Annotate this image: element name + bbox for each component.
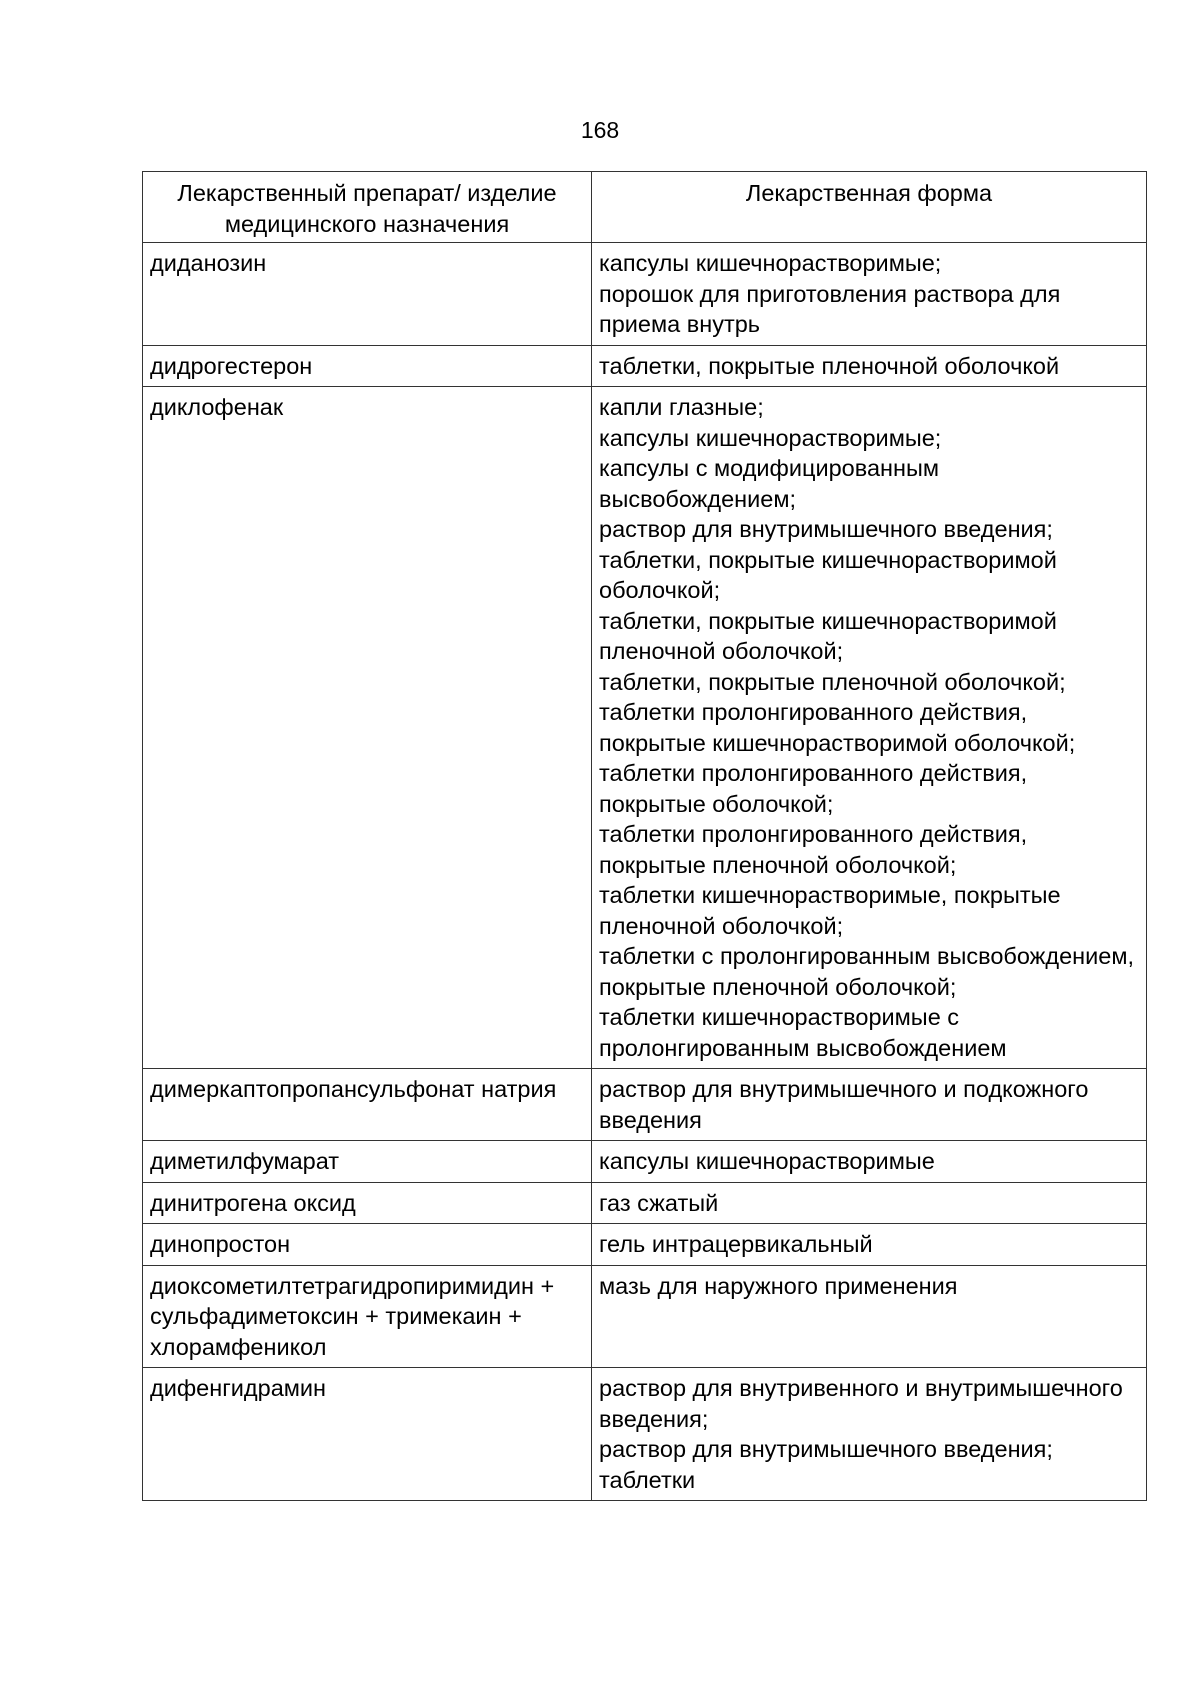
dosage-form-line: раствор для внутримышечного и подкожного введения <box>599 1076 1089 1133</box>
table-row <box>143 1069 1147 1141</box>
dosage-form-line: порошок для приготовления раствора для приема внутрь <box>599 280 1061 337</box>
dosage-form-line: капсулы с модифицированным высвобождением; <box>599 455 940 512</box>
page-number: 168 <box>580 117 620 143</box>
dosage-form-line: таблетки кишечнорастворимые, покрытые пленочной оболочкой; <box>599 882 1061 939</box>
table-row <box>143 1224 1147 1266</box>
dosage-form-line: таблетки, покрытые кишечнорастворимой пленочной оболочкой; <box>599 607 1057 664</box>
table-body <box>143 243 1147 1501</box>
drug-name-cell: диданозин <box>143 243 592 346</box>
drug-name-cell: диклофенак <box>143 387 592 1069</box>
dosage-form-cell <box>592 1368 1147 1501</box>
dosage-form-line: капсулы кишечнорастворимые; <box>599 424 942 451</box>
dosage-form-cell <box>592 387 1147 1069</box>
dosage-form-line: таблетки пролонгированного действия, покрытые пленочной оболочкой; <box>599 821 1028 878</box>
table-row <box>143 1141 1147 1183</box>
drug-name-cell: динопростон <box>143 1224 592 1266</box>
dosage-form-line: капсулы кишечнорастворимые <box>599 1148 935 1174</box>
dosage-form-cell <box>592 243 1147 346</box>
drug-name-cell: дифенгидрамин <box>143 1368 592 1501</box>
dosage-form-line: таблетки <box>599 1466 696 1493</box>
dosage-form-line: раствор для внутримышечного введения; <box>599 516 1053 542</box>
drug-name-cell: диметилфумарат <box>143 1141 592 1183</box>
dosage-form-line: раствор для внутривенного и внутримышечного введения; <box>599 1375 1123 1432</box>
table-row <box>143 345 1147 387</box>
dosage-form-cell <box>592 345 1147 387</box>
dosage-form-cell <box>592 1141 1147 1183</box>
dosage-form-line: таблетки пролонгированного действия, покрытые оболочкой; <box>599 760 1028 817</box>
table-row <box>143 387 1147 1069</box>
dosage-form-cell <box>592 1224 1147 1266</box>
table-row <box>143 1182 1147 1224</box>
drug-table <box>142 171 1147 1501</box>
dosage-form-line: капли глазные; <box>599 394 764 420</box>
table-row <box>143 243 1147 346</box>
drug-name-cell: дидрогестерон <box>143 345 592 387</box>
dosage-form-line: гель интрацервикальный <box>599 1231 873 1257</box>
dosage-form-line: таблетки, покрытые пленочной оболочкой <box>599 352 1060 379</box>
dosage-form-cell <box>592 1265 1147 1368</box>
dosage-form-line: раствор для внутримышечного введения; <box>599 1436 1053 1462</box>
dosage-form-line: газ сжатый <box>599 1189 719 1216</box>
table-row <box>143 1368 1147 1501</box>
drug-name-cell: диоксометилтетрагидропиримидин + сульфадиметоксин + тримекаин + хлорамфеникол <box>143 1265 592 1368</box>
dosage-form-line: таблетки кишечнорастворимые с пролонгированным высвобождением <box>599 1004 1007 1061</box>
dosage-form-line: капсулы кишечнорастворимые; <box>599 250 942 276</box>
header-drug: Лекарственный препарат/ изделие медицинского назначения <box>143 172 592 243</box>
table-row <box>143 1265 1147 1368</box>
dosage-form-cell <box>592 1069 1147 1141</box>
dosage-form-line: таблетки пролонгированного действия, покрытые кишечнорастворимой оболочкой; <box>599 699 1076 756</box>
dosage-form-cell <box>592 1182 1147 1224</box>
dosage-form-line: таблетки, покрытые кишечнорастворимой оболочкой; <box>599 546 1057 603</box>
dosage-form-line: мазь для наружного применения <box>599 1272 958 1299</box>
dosage-form-line: таблетки, покрытые пленочной оболочкой; <box>599 668 1066 695</box>
drug-name-cell: димеркаптопропансульфонат натрия <box>143 1069 592 1141</box>
drug-name-cell: динитрогена оксид <box>143 1182 592 1224</box>
table-header-row <box>143 172 1147 243</box>
header-form: Лекарственная форма <box>592 172 1147 243</box>
dosage-form-line: таблетки с пролонгированным высвобождением, покрытые пленочной оболочкой; <box>599 943 1135 1000</box>
